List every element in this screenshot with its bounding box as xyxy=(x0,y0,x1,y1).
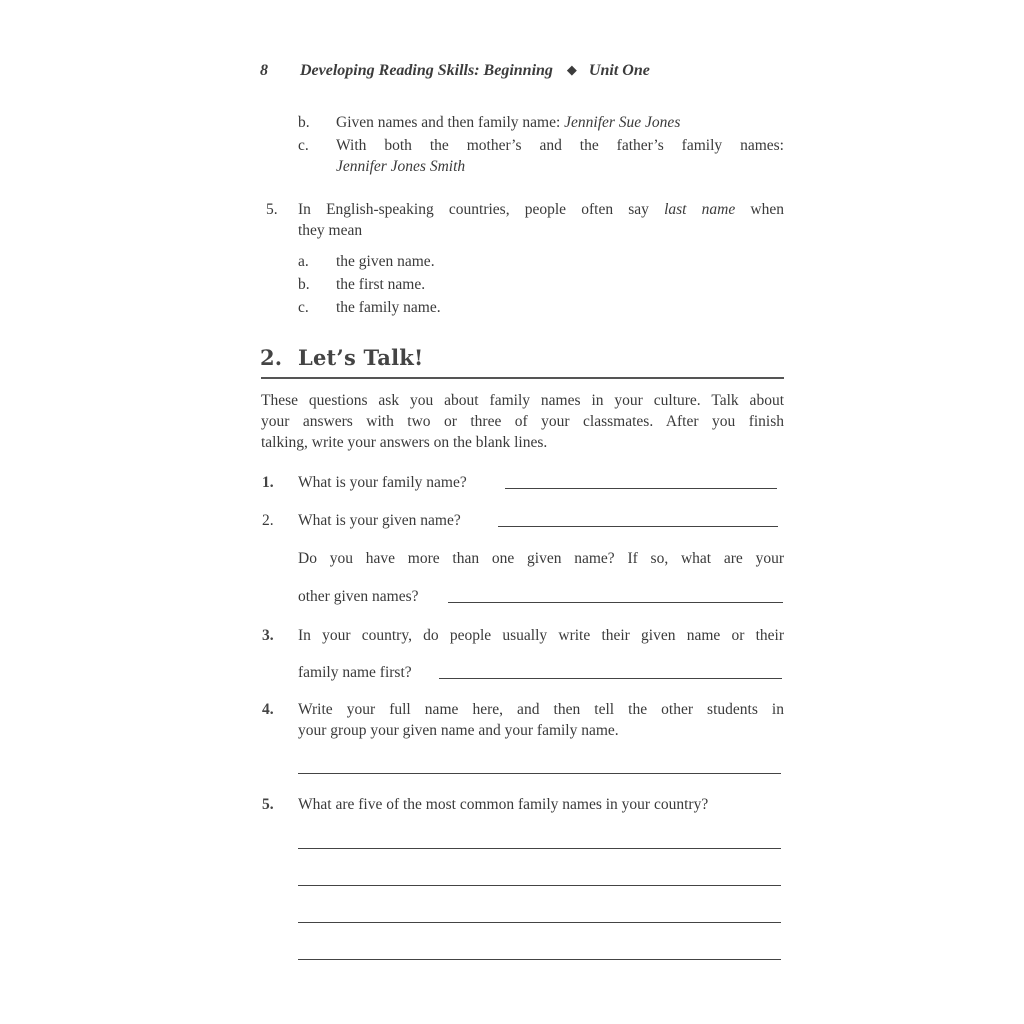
option-c-example: Jennifer Jones Smith xyxy=(336,158,466,175)
question-text-a: In English-speaking countries, people often say xyxy=(298,201,665,218)
question-text: What is your given name? xyxy=(298,512,461,529)
followup-text: Do you have more than one given name? If so, what are your xyxy=(298,550,784,567)
option-label: b. xyxy=(298,114,310,131)
question-text: What are five of the most common family names in your country? xyxy=(298,796,709,813)
question-text-line2: they mean xyxy=(298,222,363,239)
section-title: Let’s Talk! xyxy=(298,345,424,370)
option-c-text: With both the mother’s and the father’s family names: xyxy=(336,137,784,154)
question-text-line2: your group your given name and your family name. xyxy=(298,722,619,739)
question-emphasis: last name xyxy=(664,201,736,218)
option-b-text: Given names and then family name: xyxy=(336,114,565,131)
heading-rule xyxy=(261,377,784,379)
option-label: a. xyxy=(298,253,309,270)
diamond-icon: ◆ xyxy=(566,62,577,77)
question-number: 3. xyxy=(262,627,274,644)
question-text: In your country, do people usually write their given name or their xyxy=(298,627,784,644)
option-label: b. xyxy=(298,276,310,293)
question-number: 2. xyxy=(262,512,274,529)
running-header xyxy=(260,62,650,80)
option-text: the family name. xyxy=(336,299,441,316)
question-number: 4. xyxy=(262,701,274,718)
option-text: the first name. xyxy=(336,276,426,293)
question-text-line2: family name first? xyxy=(298,664,412,681)
answer-line[interactable] xyxy=(448,602,783,603)
page-number: 8 xyxy=(260,62,268,79)
intro-line: talking, write your answers on the blank lines. xyxy=(261,434,548,451)
answer-line[interactable] xyxy=(298,885,781,886)
question-number: 1. xyxy=(262,474,274,491)
intro-line: your answers with two or three of your classmates. After you finish xyxy=(261,413,784,430)
book-title: Developing Reading Skills: Beginning xyxy=(300,62,553,79)
unit-title: Unit One xyxy=(588,62,650,79)
question-text-b: when xyxy=(735,201,784,218)
option-label: c. xyxy=(298,299,309,316)
section-heading xyxy=(260,345,423,370)
followup-text-line2: other given names? xyxy=(298,588,419,605)
question-text xyxy=(298,199,784,220)
answer-line[interactable] xyxy=(498,526,778,527)
question-number: 5. xyxy=(266,201,278,218)
answer-line[interactable] xyxy=(298,959,781,960)
option-b-example: Jennifer Sue Jones xyxy=(564,114,681,131)
answer-line[interactable] xyxy=(298,848,781,849)
question-number: 5. xyxy=(262,796,274,813)
intro-line: These questions ask you about family names in your culture. Talk about xyxy=(261,392,784,409)
section-number: 2. xyxy=(260,345,283,370)
question-text: Write your full name here, and then tell the other students in xyxy=(298,701,784,718)
answer-line[interactable] xyxy=(298,773,781,774)
answer-line[interactable] xyxy=(439,678,782,679)
question-text: What is your family name? xyxy=(298,474,467,491)
option-text xyxy=(336,112,680,133)
answer-line[interactable] xyxy=(505,488,777,489)
option-text: the given name. xyxy=(336,253,435,270)
option-label: c. xyxy=(298,137,309,154)
answer-line[interactable] xyxy=(298,922,781,923)
